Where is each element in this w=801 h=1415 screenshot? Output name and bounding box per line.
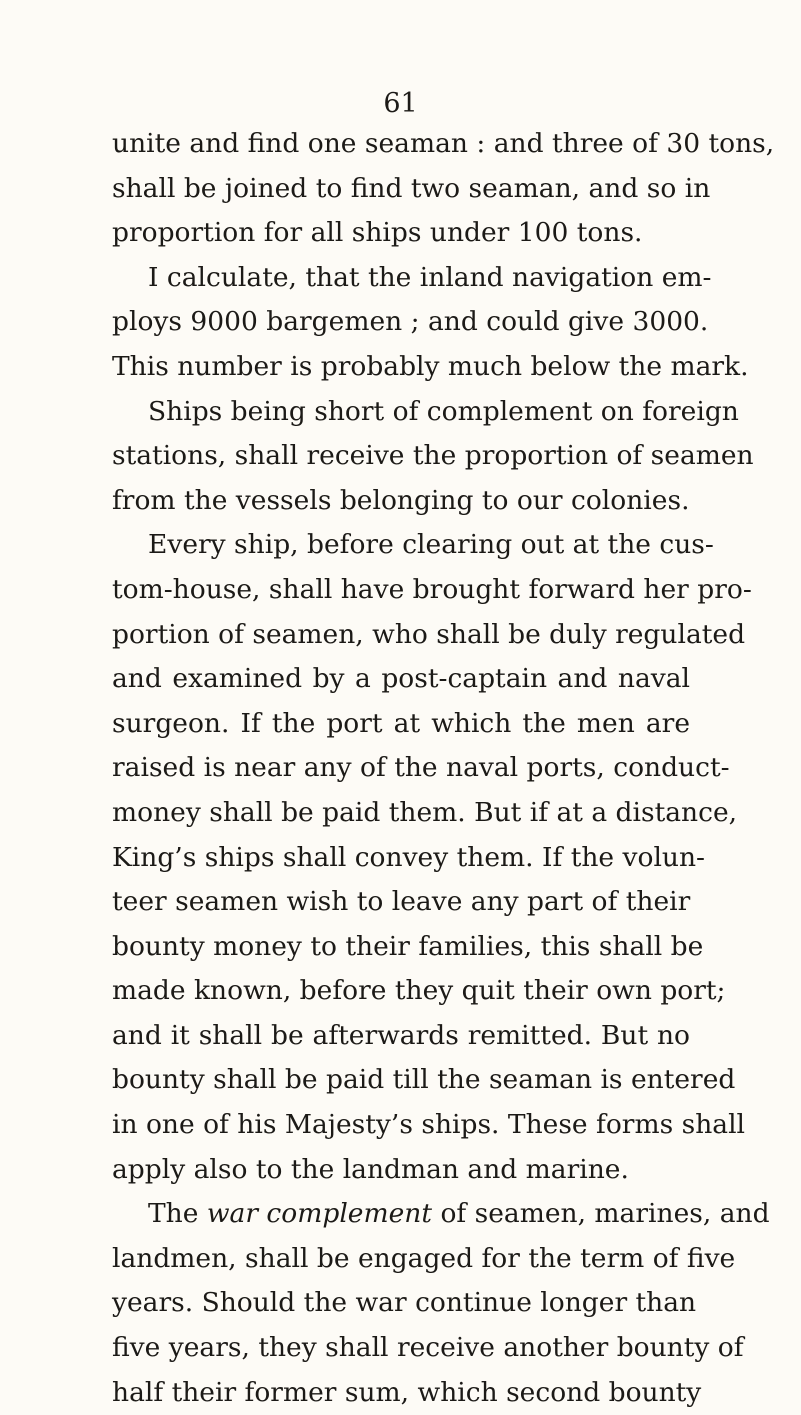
text-line: unite and find one seaman : and three of 30 tons, xyxy=(112,128,775,159)
text-line: and examined by a post-captain and naval xyxy=(112,663,690,695)
text-line: half their former sum, which second bounty xyxy=(112,1376,702,1408)
text-line: landmen, shall be engaged for the term of five xyxy=(112,1242,736,1274)
text-line: portion of seamen, who shall be duly regulated xyxy=(112,618,746,650)
text-line: bounty shall be paid till the seaman is entered xyxy=(112,1064,736,1096)
paragraph-start-line: Ships being short of complement on foreign xyxy=(148,395,739,427)
paragraph-start-line xyxy=(112,1192,770,1237)
text-line: raised is near any of the naval ports, conduct- xyxy=(112,752,730,784)
text-line: shall be joined to find two seaman, and so in xyxy=(112,172,711,204)
text-line: money shall be paid them. But if at a distance, xyxy=(112,796,738,828)
text-segment: of seamen, marines, and xyxy=(432,1198,770,1230)
paragraph-start-line: I calculate, that the inland navigation em- xyxy=(148,261,712,293)
text-line: made known, before they quit their own port; xyxy=(112,975,726,1007)
page-number: 61 xyxy=(383,88,418,119)
text-line: apply also to the landman and marine. xyxy=(112,1153,629,1185)
text-line: bounty money to their families, this shall be xyxy=(112,930,704,962)
text-line: five years, they shall receive another bounty of xyxy=(112,1332,744,1364)
text-line: from the vessels belonging to our colonies. xyxy=(112,484,690,516)
text-line: surgeon. If the port at which the men are xyxy=(112,707,690,739)
text-line: in one of his Majesty’s ships. These forms shall xyxy=(112,1109,746,1141)
italic-phrase: war complement xyxy=(206,1198,433,1230)
text-line: tom-house, shall have brought forward her pro- xyxy=(112,573,752,605)
text-line: ploys 9000 bargemen ; and could give 3000. xyxy=(112,306,709,338)
text-line: This number is probably much below the mark. xyxy=(112,350,749,382)
text-segment: The xyxy=(148,1198,207,1230)
text-line: proportion for all ships under 100 tons. xyxy=(112,217,643,249)
text-line: teer seamen wish to leave any part of their xyxy=(112,886,691,918)
text-line: and it shall be afterwards remitted. But no xyxy=(112,1019,690,1051)
text-line: King’s ships shall convey them. If the volun- xyxy=(112,841,706,873)
text-line: years. Should the war continue longer than xyxy=(112,1287,697,1319)
paragraph-start-line: Every ship, before clearing out at the cus- xyxy=(148,529,714,561)
text-line: stations, shall receive the proportion of seamen xyxy=(112,440,754,472)
body-text xyxy=(112,122,775,1415)
